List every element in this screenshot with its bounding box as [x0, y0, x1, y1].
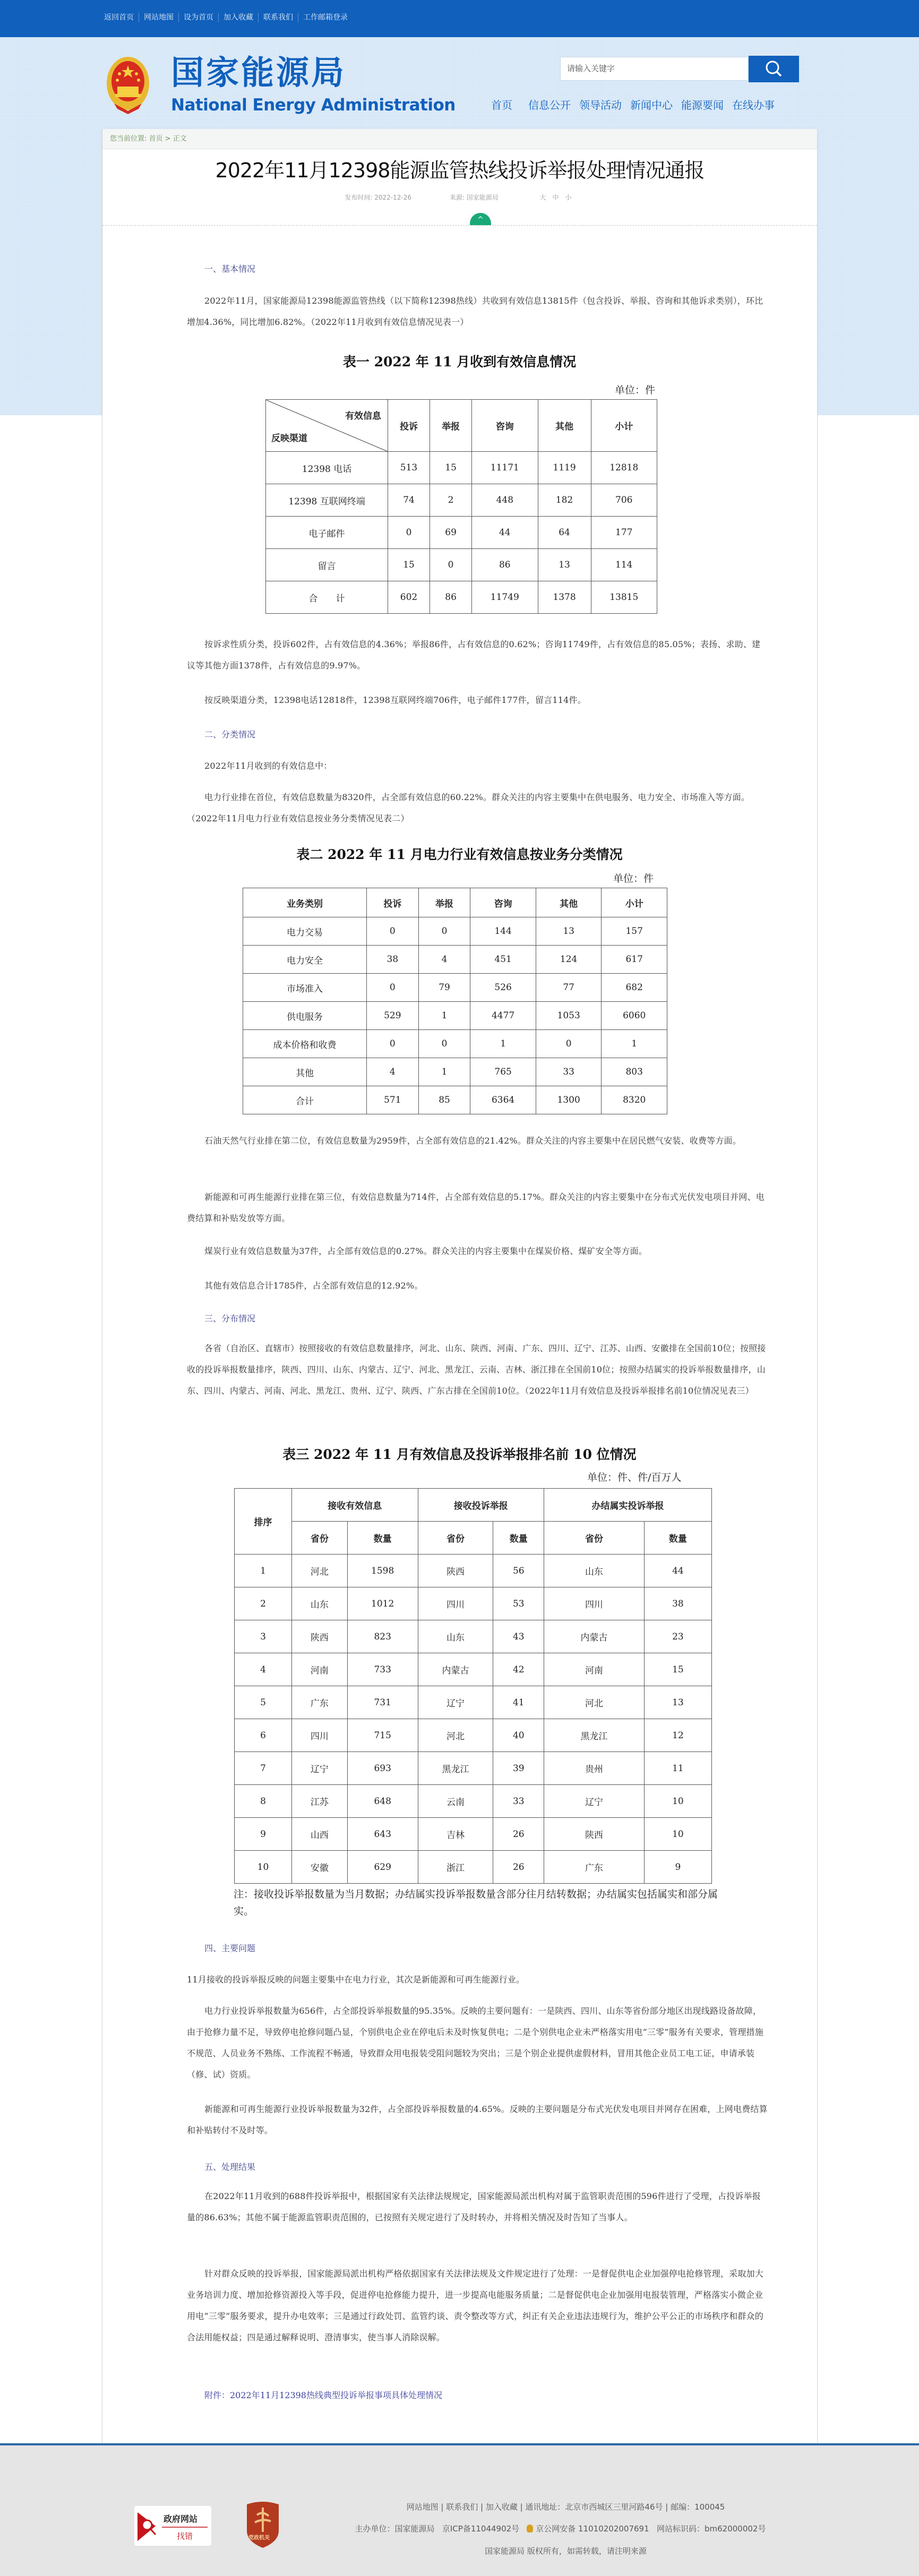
rank-header: 排序 [235, 1489, 292, 1555]
table-cell: 38 [644, 1587, 711, 1620]
footer-icp[interactable]: 京ICP备11044902号 [442, 2524, 520, 2534]
table-cell: 77 [536, 974, 602, 1002]
table-cell: 4 [367, 1058, 419, 1086]
table-cell: 648 [347, 1785, 418, 1818]
row-label-cell: 合计 [243, 1086, 367, 1114]
top-link-set-home[interactable]: 设为首页 [178, 13, 218, 22]
row-label-cell: 10 [235, 1851, 292, 1884]
paragraph: 新能源和可再生能源行业投诉举报数量为32件，占全部投诉举报数量的4.65%。反映的主要问题是分布式光伏发电项目并网存在困难，上网电费结算和补贴转付不及时等。 [187, 2104, 768, 2135]
table-row [266, 452, 657, 484]
table-cell: 贵州 [544, 1752, 645, 1785]
table-row [235, 1686, 712, 1719]
table-header-row [266, 400, 657, 452]
table-cell: 10 [644, 1818, 711, 1851]
sub-header: 数量 [644, 1522, 711, 1555]
nav-online-service[interactable]: 在线办事 [732, 99, 775, 111]
table-cell: 13815 [591, 581, 657, 614]
table-cell: 2 [430, 484, 472, 517]
table-cell: 86 [430, 581, 472, 614]
table-cell: 15 [644, 1653, 711, 1686]
paragraph: 其他有效信息合计1785件，占全部有效信息的12.92%。 [204, 1281, 423, 1291]
table3-unit: 单位：件、件/百万人 [587, 1472, 682, 1483]
table-cell: 26 [493, 1818, 544, 1851]
nav-energy-news[interactable]: 能源要闻 [681, 99, 724, 111]
table-cell: 602 [388, 581, 430, 614]
row-label-cell: 留言 [266, 549, 388, 581]
row-label-cell: 9 [235, 1818, 292, 1851]
table-cell: 64 [538, 517, 591, 549]
attachment-link[interactable]: 附件：2022年11月12398热线典型投诉举报事项具体处理情况 [204, 2390, 442, 2400]
table-cell: 浙江 [418, 1851, 493, 1884]
row-label-cell: 4 [235, 1653, 292, 1686]
table-cell: 1378 [538, 581, 591, 614]
chevron-up-icon: ^ [477, 216, 484, 224]
table-row [266, 484, 657, 517]
table-cell: 733 [347, 1653, 418, 1686]
col-header: 咨询 [470, 888, 536, 917]
table-cell: 1 [418, 1058, 470, 1086]
table-cell: 33 [493, 1785, 544, 1818]
table-cell: 12 [644, 1719, 711, 1752]
sub-header: 省份 [544, 1522, 645, 1555]
nav-news-center[interactable]: 新闻中心 [630, 99, 673, 111]
table-cell: 1598 [347, 1555, 418, 1587]
font-size-switch [537, 194, 575, 201]
col-header: 举报 [430, 400, 472, 452]
table-cell: 44 [644, 1555, 711, 1587]
table-cell: 辽宁 [292, 1752, 348, 1785]
table-row [235, 1620, 712, 1653]
row-label-cell: 3 [235, 1620, 292, 1653]
table-cell: 河北 [292, 1555, 348, 1587]
col-header: 其他 [538, 400, 591, 452]
table-cell: 0 [418, 917, 470, 946]
table-cell: 56 [493, 1555, 544, 1587]
table-cell: 823 [347, 1620, 418, 1653]
logo-chinese[interactable]: 国家能源局 [171, 53, 347, 92]
table-cell: 吉林 [418, 1818, 493, 1851]
top-link-sitemap[interactable]: 网站地图 [139, 13, 178, 22]
table-cell: 86 [472, 549, 538, 581]
table-cell: 40 [493, 1719, 544, 1752]
table-cell: 706 [591, 484, 657, 517]
table-cell: 内蒙古 [418, 1653, 493, 1686]
col-header: 投诉 [388, 400, 430, 452]
top-link-bookmark[interactable]: 加入收藏 [218, 13, 258, 22]
paragraph: 电力行业排在首位，有效信息数量为8320件，占全部有效信息的60.22%。群众关注的内容主要集中在供电服务、电力安全、市场准入等方面。（2022年11月电力行业有效信息按业务分类情况见表二） [187, 792, 750, 823]
table1 [265, 399, 657, 614]
national-emblem-icon [104, 56, 152, 114]
table1-unit: 单位：件 [615, 384, 656, 396]
table-cell: 715 [347, 1719, 418, 1752]
corner-top-label: 有效信息 [345, 411, 381, 422]
table3-title: 表三 2022 年 11 月有效信息及投诉举报排名前 10 位情况 [282, 1447, 637, 1462]
top-link-mail-login[interactable]: 工作邮箱登录 [298, 13, 353, 22]
paragraph: 2022年11月，国家能源局12398能源监管热线（以下简称12398热线）共收到有效信息13815件（包含投诉、举报、咨询和其他诉求类别），环比增加4.36%，同比增加6.82%。（2022年11月收到有效信息情况见表一） [187, 296, 763, 327]
table-cell: 9 [644, 1851, 711, 1884]
table-cell: 85 [418, 1086, 470, 1114]
table-cell: 四川 [418, 1587, 493, 1620]
main-nav [491, 97, 775, 112]
table-cell: 13 [644, 1686, 711, 1719]
footer-host: 主办单位：国家能源局 [355, 2524, 435, 2534]
paragraph: 按诉求性质分类，投诉602件，占有效信息的4.36%；举报86件，占有效信息的0.62%；咨询11749件，占有效信息的85.05%；表扬、求助、建议等其他方面1378件，占有效信息的9.97%。 [187, 639, 761, 671]
paragraph: 石油天然气行业排在第二位，有效信息数量为2959件，占全部有效信息的21.42%。群众关注的内容主要集中在居民燃气安装、收费等方面。 [204, 1136, 741, 1146]
table-row [235, 1785, 712, 1818]
table-header-row [243, 888, 667, 917]
paragraph: 2022年11月收到的有效信息中： [204, 761, 332, 771]
col-header: 其他 [536, 888, 602, 917]
table-cell: 1300 [536, 1086, 602, 1114]
table-cell: 10 [644, 1785, 711, 1818]
sub-header: 省份 [292, 1522, 348, 1555]
paragraph: 电力行业投诉举报数量为656件，占全部投诉举报数量的95.35%。反映的主要问题有：一是陕西、四川、山东等省份部分地区出现线路设备故障，由于抢修力量不足，导致停电抢修问题凸显，个别供电企业在停电后未及时恢复供电；二是个别供电企业未严格落实用电“三零”服务有关要求，管理措施不规范、人员业务不熟练、工作流程不畅通，导致群众用电报装受阻问题较为突出；三是个别企业提供虚假材料，冒用其他企业员工电工证，申请承装（修、试）资质。 [187, 2006, 763, 2080]
article-meta [102, 193, 817, 202]
table-cell: 4 [418, 946, 470, 974]
table-cell: 571 [367, 1086, 419, 1114]
table-cell: 731 [347, 1686, 418, 1719]
badge-text-bottom: 找错 [177, 2531, 193, 2541]
table-cell: 13 [536, 917, 602, 946]
search-icon [749, 56, 799, 82]
badge2-text: 党政机关 [248, 2535, 270, 2541]
table-cell: 0 [418, 1030, 470, 1058]
table2 [243, 888, 667, 1114]
site-footer [0, 2443, 919, 2576]
top-bar [0, 0, 919, 37]
col-header: 举报 [418, 888, 470, 917]
table-cell: 13 [538, 549, 591, 581]
group-header: 办结属实投诉举报 [544, 1489, 712, 1522]
table-cell: 0 [430, 549, 472, 581]
article-source: 来源: 国家能源局 [449, 194, 499, 201]
table-cell: 云南 [418, 1785, 493, 1818]
table-cell: 山西 [292, 1818, 348, 1851]
table-cell: 177 [591, 517, 657, 549]
table-subheader-row [235, 1522, 712, 1555]
table-cell: 11749 [472, 581, 538, 614]
table-cell: 23 [644, 1620, 711, 1653]
table-cell: 1 [470, 1030, 536, 1058]
table-cell: 26 [493, 1851, 544, 1884]
table-cell: 448 [472, 484, 538, 517]
table-cell: 15 [388, 549, 430, 581]
table-cell: 11171 [472, 452, 538, 484]
police-badge-icon [527, 2525, 533, 2532]
table-cell: 43 [493, 1620, 544, 1653]
table-cell: 15 [430, 452, 472, 484]
table-row [243, 1030, 667, 1058]
footer-police[interactable]: 京公网安备 11010202007691 [536, 2524, 649, 2534]
table-cell: 38 [367, 946, 419, 974]
sub-header: 数量 [347, 1522, 418, 1555]
table3 [234, 1488, 712, 1884]
section-heading-5: 五、处理结果 [204, 2162, 256, 2172]
table-cell: 39 [493, 1752, 544, 1785]
table-cell: 黑龙江 [418, 1752, 493, 1785]
col-header: 业务类别 [243, 888, 367, 917]
table-cell: 陕西 [544, 1818, 645, 1851]
table-cell: 黑龙江 [544, 1719, 645, 1752]
table-row [235, 1851, 712, 1884]
table-row [243, 1086, 667, 1114]
table3-note: 注：接收投诉举报数量为当月数据；办结属实投诉举报数量含部分往月结转数据；办结属实包括属实和部分属实。 [234, 1888, 718, 1917]
corner-cell [266, 400, 388, 452]
font-size-large[interactable]: 大 [539, 194, 546, 201]
group-header: 接收有效信息 [292, 1489, 418, 1522]
table-cell: 6364 [470, 1086, 536, 1114]
footer-links[interactable]: 网站地图 | 联系我们 | 加入收藏 | 通讯地址：北京市西城区三里河路46号 | 邮编：100045 [406, 2502, 725, 2512]
table-cell: 广东 [292, 1686, 348, 1719]
badge-text-top: 政府网站 [164, 2514, 198, 2524]
row-label-cell: 成本价格和收费 [243, 1030, 367, 1058]
table-cell: 河南 [544, 1653, 645, 1686]
table-cell: 6060 [602, 1002, 667, 1030]
table-cell: 11 [644, 1752, 711, 1785]
search-button[interactable] [749, 56, 799, 82]
nav-leader-activity[interactable]: 领导活动 [579, 99, 622, 111]
table-row [266, 581, 657, 614]
table-cell: 53 [493, 1587, 544, 1620]
table-cell: 124 [536, 946, 602, 974]
table-cell: 1119 [538, 452, 591, 484]
table-cell: 陕西 [292, 1620, 348, 1653]
paragraph: 煤炭行业有效信息数量为37件，占全部有效信息的0.27%。群众关注的内容主要集中在煤炭价格、煤矿安全等方面。 [204, 1246, 647, 1256]
table-cell: 四川 [544, 1587, 645, 1620]
table-cell: 451 [470, 946, 536, 974]
font-size-small[interactable]: 小 [565, 194, 572, 201]
table-cell: 8320 [602, 1086, 667, 1114]
col-header: 咨询 [472, 400, 538, 452]
publish-date: 发布时间: 2022-12-26 [345, 194, 412, 201]
table-cell: 33 [536, 1058, 602, 1086]
table-cell: 157 [602, 917, 667, 946]
table-cell: 辽宁 [544, 1785, 645, 1818]
table-cell: 629 [347, 1851, 418, 1884]
col-header: 小计 [591, 400, 657, 452]
row-label-cell: 12398 电话 [266, 452, 388, 484]
corner-bottom-label: 反映渠道 [271, 433, 307, 444]
paragraph: 11月接收的投诉举报反映的问题主要集中在电力行业，其次是新能源和可再生能源行业。 [187, 1974, 525, 1985]
table-cell: 陕西 [418, 1555, 493, 1587]
logo-english[interactable]: National Energy Administration [171, 96, 456, 115]
paragraph: 针对群众反映的投诉举报，国家能源局派出机构严格依据国家有关法律法规及文件规定进行了处理：一是督促供电企业加强停电抢修管理，采取加大业务培训力度、增加抢修资源投入等手段，促进停电抢修能力提升，进一步提高电能服务质量；二是督促供电企业加强用电报装管理，严格落实小微企业用电“三零”服务要求，提升办电效率；三是通过行政处罚、监管约谈、责令整改等方式，纠正有关企业违法违规行为，维护公平公正的市场秩序和群众的合法用能权益；四是通过解释说明、澄清事实，使当事人消除误解。 [187, 2269, 764, 2342]
nav-info-public[interactable]: 信息公开 [528, 99, 571, 111]
row-label-cell: 合 计 [266, 581, 388, 614]
table-row [235, 1752, 712, 1785]
table-cell: 山东 [292, 1587, 348, 1620]
table-row [266, 549, 657, 581]
table-cell: 513 [388, 452, 430, 484]
row-label-cell: 电力安全 [243, 946, 367, 974]
table-cell: 0 [536, 1030, 602, 1058]
table-cell: 河南 [292, 1653, 348, 1686]
row-label-cell: 7 [235, 1752, 292, 1785]
table-cell: 1053 [536, 1002, 602, 1030]
table-cell: 803 [602, 1058, 667, 1086]
table-cell: 114 [591, 549, 657, 581]
table-cell: 山东 [418, 1620, 493, 1653]
table-cell: 682 [602, 974, 667, 1002]
paragraph: 各省（自治区、直辖市）按照接收的有效信息数量排序，河北、山东、陕西、河南、广东、四川、辽宁、江苏、山西、安徽排在全国前10位；按照接收的投诉举报数量排序，陕西、四川、山东、内蒙古、辽宁、河北、黑龙江、云南、吉林、浙江排在全国前10位；按照办结属实的投诉举报数量排序，山东、四川、内蒙古、河南、河北、黑龙江、贵州、辽宁、陕西、广东古排在全国前10位。（2022年11月有效信息及投诉举报排名前10位情况见表三） [187, 1343, 766, 1396]
table-row [243, 946, 667, 974]
sub-header: 数量 [493, 1522, 544, 1555]
font-size-medium[interactable]: 中 [552, 194, 559, 201]
section-heading-3: 三、分布情况 [204, 1313, 256, 1324]
table2-unit: 单位：件 [613, 873, 654, 885]
table-row [243, 917, 667, 946]
breadcrumb[interactable]: 您当前位置: 首页 > 正文 [102, 129, 817, 149]
table-cell: 42 [493, 1653, 544, 1686]
paragraph: 按反映渠道分类，12398电话12818件，12398互联网终端706件，电子邮件177件，留言114件。 [204, 695, 586, 705]
table-cell: 44 [472, 517, 538, 549]
row-label-cell: 市场准入 [243, 974, 367, 1002]
footer-copyright: 国家能源局 版权所有，如需转载，请注明来源 [485, 2546, 647, 2556]
table-cell: 1 [418, 1002, 470, 1030]
row-label-cell: 8 [235, 1785, 292, 1818]
row-label-cell: 1 [235, 1555, 292, 1587]
table1-title: 表一 2022 年 11 月收到有效信息情况 [342, 354, 577, 370]
section-heading-2: 二、分类情况 [204, 729, 256, 740]
table-cell: 4477 [470, 1002, 536, 1030]
table-cell: 74 [388, 484, 430, 517]
row-label-cell: 2 [235, 1587, 292, 1620]
collapse-up-button[interactable] [470, 213, 491, 225]
top-link-contact[interactable]: 联系我们 [258, 13, 298, 22]
footer-registration [0, 2523, 919, 2534]
table-cell: 河北 [544, 1686, 645, 1719]
table-cell: 693 [347, 1752, 418, 1785]
table-cell: 0 [367, 917, 419, 946]
table2-title: 表二 2022 年 11 月电力行业有效信息按业务分类情况 [296, 847, 623, 862]
section-heading-4: 四、主要问题 [204, 1943, 256, 1953]
row-label-cell: 电子邮件 [266, 517, 388, 549]
table-cell: 内蒙古 [544, 1620, 645, 1653]
row-label-cell: 其他 [243, 1058, 367, 1086]
sub-header: 省份 [418, 1522, 493, 1555]
table-cell: 69 [430, 517, 472, 549]
table-cell: 河北 [418, 1719, 493, 1752]
table-row [235, 1719, 712, 1752]
table-cell: 1 [602, 1030, 667, 1058]
table-cell: 765 [470, 1058, 536, 1086]
table-row [235, 1587, 712, 1620]
top-link-home[interactable]: 返回首页 [104, 13, 134, 22]
table-cell: 144 [470, 917, 536, 946]
table-cell: 0 [367, 974, 419, 1002]
table-row [235, 1555, 712, 1587]
table-row [243, 974, 667, 1002]
row-label-cell: 电力交易 [243, 917, 367, 946]
divider [102, 225, 817, 226]
top-links [104, 13, 353, 22]
table-cell: 江苏 [292, 1785, 348, 1818]
table-cell: 643 [347, 1818, 418, 1851]
table-row [235, 1818, 712, 1851]
row-label-cell: 5 [235, 1686, 292, 1719]
table-row [235, 1653, 712, 1686]
table-cell: 0 [388, 517, 430, 549]
row-label-cell: 6 [235, 1719, 292, 1752]
table-cell: 12818 [591, 452, 657, 484]
group-header: 接收投诉举报 [418, 1489, 544, 1522]
table-cell: 安徽 [292, 1851, 348, 1884]
row-label-cell: 12398 互联网终端 [266, 484, 388, 517]
table-cell: 0 [367, 1030, 419, 1058]
table-header-row [235, 1489, 712, 1522]
table-cell: 辽宁 [418, 1686, 493, 1719]
table-cell: 617 [602, 946, 667, 974]
paragraph: 新能源和可再生能源行业排在第三位，有效信息数量为714件，占全部有效信息的5.17%。群众关注的内容主要集中在分布式光伏发电项目并网、电费结算和补贴发放等方面。 [187, 1192, 765, 1223]
table-cell: 山东 [544, 1555, 645, 1587]
nav-home[interactable]: 首页 [491, 99, 512, 111]
table-cell: 四川 [292, 1719, 348, 1752]
section-heading-1: 一、基本情况 [204, 264, 256, 274]
table-cell: 1012 [347, 1587, 418, 1620]
table-cell: 529 [367, 1002, 419, 1030]
search-input[interactable]: 请输入关键字 [560, 57, 749, 81]
table-cell: 79 [418, 974, 470, 1002]
table-row [243, 1002, 667, 1030]
table-cell: 广东 [544, 1851, 645, 1884]
col-header: 投诉 [367, 888, 419, 917]
footer-site-id: 网站标识码：bm62000002号 [656, 2524, 766, 2534]
paragraph: 在2022年11月收到的688件投诉举报中，根据国家有关法律法规规定，国家能源局派出机构对属于监管职责范围的596件进行了受理，占投诉举报量的86.63%；其他不属于能源监管职责范围的，已按照有关规定进行了及时转办，并将相关情况及时告知了当事人。 [187, 2191, 761, 2222]
col-header: 小计 [602, 888, 667, 917]
table-cell: 182 [538, 484, 591, 517]
article-title: 2022年11月12398能源监管热线投诉举报处理情况通报 [215, 159, 705, 182]
row-label-cell: 供电服务 [243, 1002, 367, 1030]
table-row [266, 517, 657, 549]
table-cell: 526 [470, 974, 536, 1002]
table-cell: 41 [493, 1686, 544, 1719]
table-row [243, 1058, 667, 1086]
